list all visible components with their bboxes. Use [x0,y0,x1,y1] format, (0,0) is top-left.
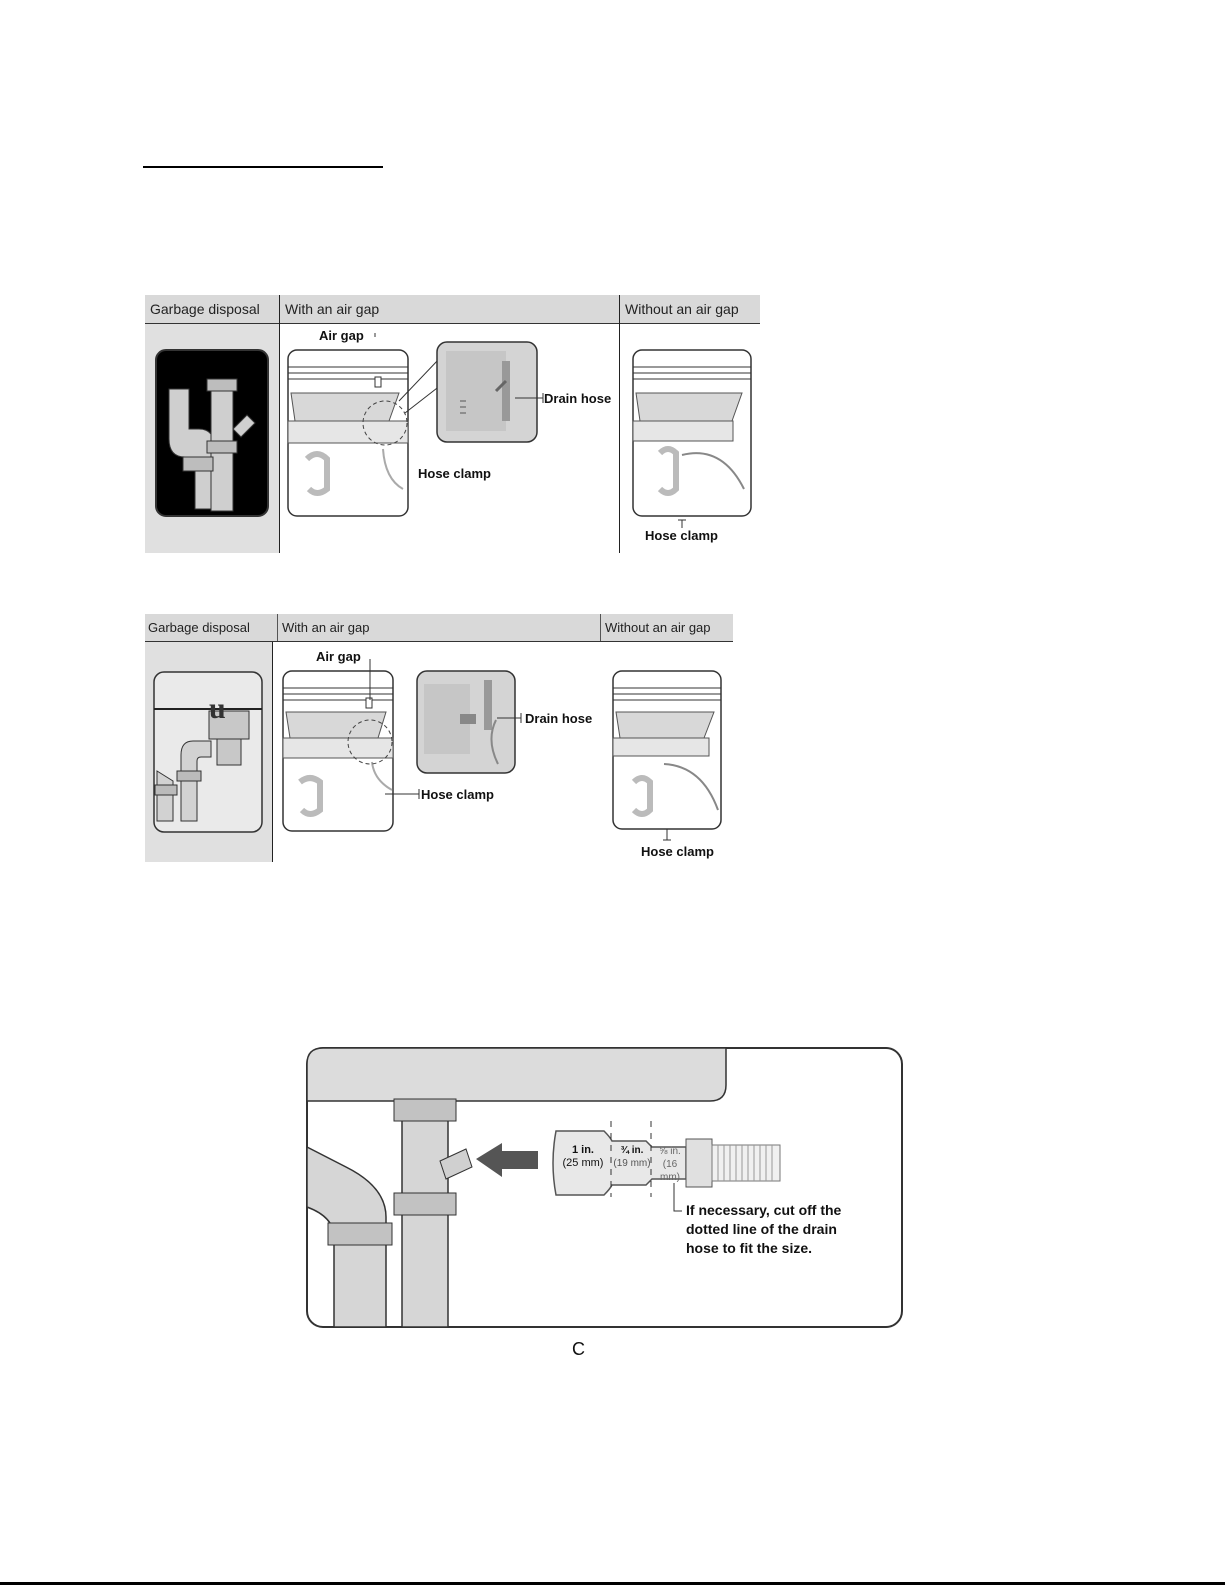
header-without-air-gap: Without an air gap [625,301,739,317]
cut-note [686,1201,886,1258]
hose-size-figure [306,1047,903,1328]
no-air-gap-sink-illustration [612,670,722,830]
drain-hose-label: Drain hose [525,711,593,726]
cut-note-line-3: hose to fit the size. [686,1240,813,1256]
panel-1 [145,295,760,553]
size-inch: ⅝ in. [659,1146,681,1157]
header-garbage-disposal: Garbage disposal [148,620,250,635]
size-label-3-4in [612,1144,652,1170]
hose-clamp-label-2: Hose clamp [641,844,714,859]
header-with-air-gap: With an air gap [277,614,369,641]
panel-2 [145,614,733,862]
size-mm: (16 mm) [660,1159,680,1183]
hose-clamp-label: Hose clamp [418,466,491,481]
title-underline [143,166,383,168]
figure-caption: C [572,1339,585,1359]
drain-hose-label: Drain hose [544,391,612,406]
size-inch: ¾ in. [620,1145,644,1156]
no-air-gap-sink-illustration [632,349,752,517]
hose-clamp-label-2: Hose clamp [645,528,718,543]
cut-note-line-1: If necessary, cut off the [686,1202,842,1218]
hose-clamp-label: Hose clamp [421,787,494,802]
hose-size-illustration [306,1047,903,1328]
size-label-5-8in [652,1145,688,1184]
header-garbage-disposal: Garbage disposal [150,301,260,317]
pipe-mark: u [209,692,226,725]
air-gap-label: Air gap [319,328,364,343]
size-inch: 1 in. [571,1144,594,1156]
size-mm: (19 mm) [613,1158,651,1169]
cut-note-line-2: dotted line of the drain [686,1221,837,1237]
header-with-air-gap: With an air gap [285,301,380,317]
header-without-air-gap: Without an air gap [600,614,711,641]
air-gap-label: Air gap [316,649,361,664]
size-label-1in [558,1144,608,1170]
size-mm: (25 mm) [562,1157,604,1169]
